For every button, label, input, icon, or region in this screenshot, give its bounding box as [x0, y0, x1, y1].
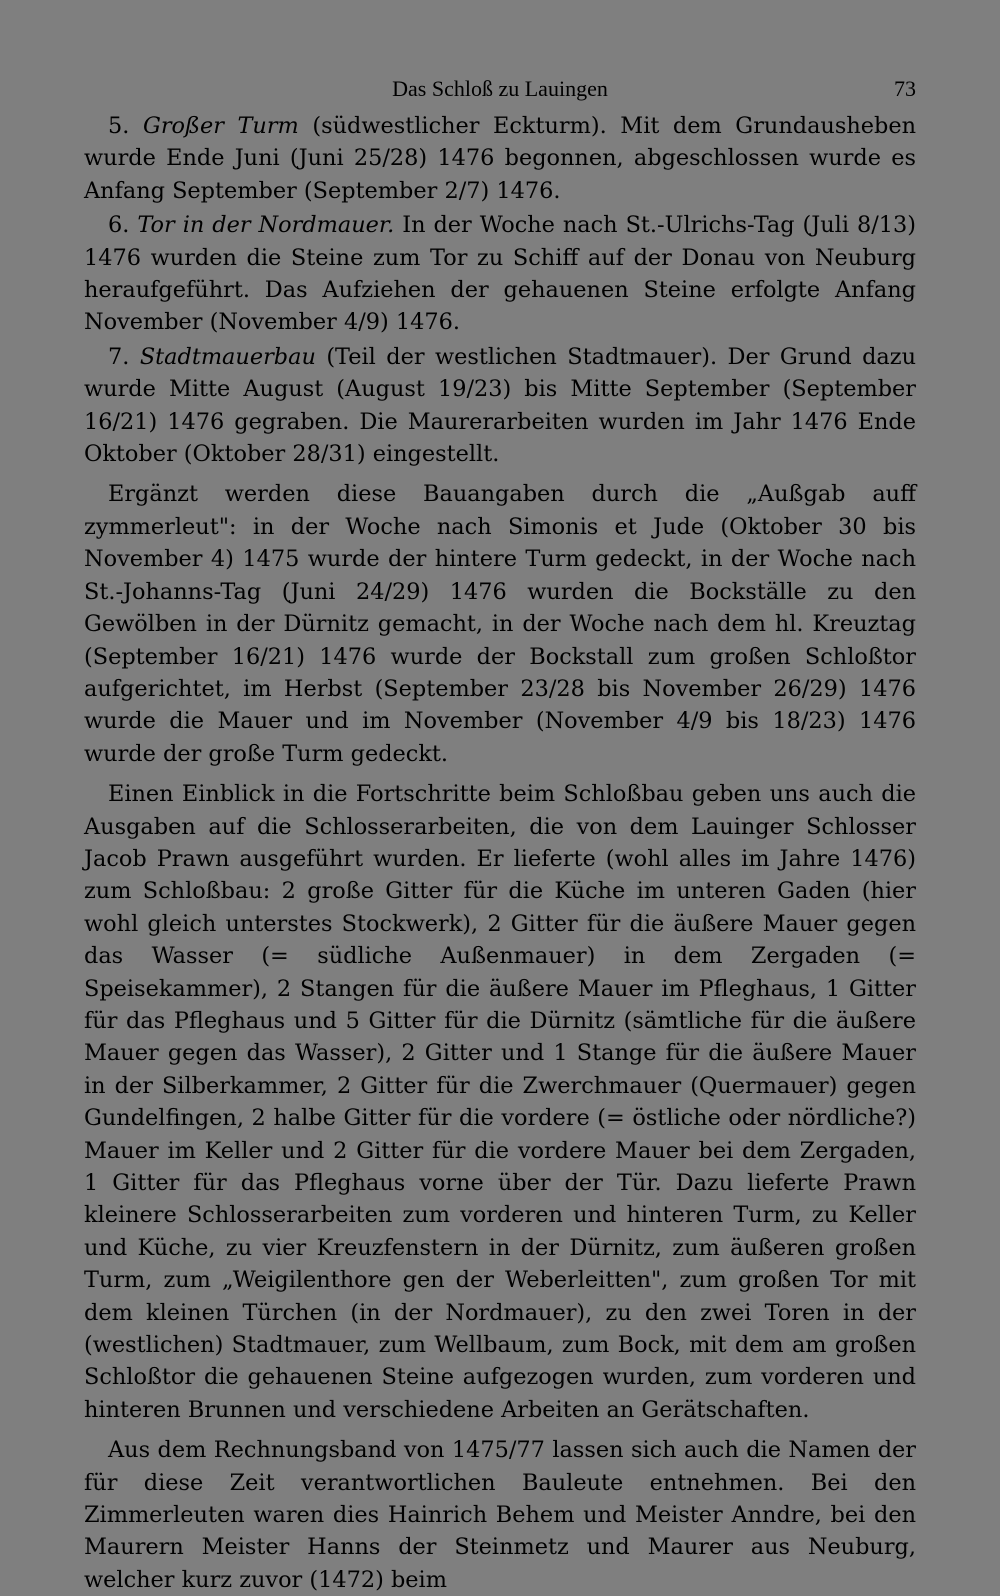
running-title: Das Schloß zu Lauingen — [392, 76, 608, 101]
list-item-6 — [84, 209, 916, 339]
item-title: Stadtmauerbau — [139, 343, 316, 370]
body-text — [84, 110, 916, 1596]
paragraph: Ergänzt werden diese Bauangaben durch die „Außgab auff zymmerleut": in der Woche nach Simonis et Jude (Oktober 30 bis November 4) 1475 wurde der hintere Turm gedeckt, in der Woche nach St.-Johanns-Tag (Juni 24/29) 1476 wurden die Bockställe zu den Gewölben in der Dürnitz gemacht, in der Woche nach dem hl. Kreuztag (September 16/21) 1476 wurde der Bockstall zum großen Schloßtor aufgerichtet, im Herbst (September 23/28 bis November 26/29) 1476 wurde die Mauer und im November (November 4/9 bis 18/23) 1476 wurde der große Turm gedeckt. — [84, 481, 916, 767]
item-number: 6. — [108, 212, 130, 239]
list-item-7 — [84, 341, 916, 471]
paragraph: Einen Einblick in die Fortschritte beim Schloßbau geben uns auch die Ausgaben auf die Schlosserarbeiten, die von dem Lauinger Schlosser Jacob Prawn ausgeführt wurden. Er lieferte (wohl alles im Jahre 1476) zum Schloßbau: 2 große Gitter für die Küche im unteren Gaden (hier wohl gleich unterstes Stockwerk), 2 Gitter für die äußere Mauer gegen das Wasser (= südliche Außenmauer) in dem Zergaden (= Speisekammer), 2 Stangen für die äußere Mauer im Pfleghaus, 1 Gitter für das Pfleghaus und 5 Gitter für die Dürnitz (sämtliche für die äußere Mauer gegen das Wasser), 2 Gitter und 1 Stange für die äußere Mauer in der Silberkammer, 2 Gitter für die Zwerchmauer (Quermauer) gegen Gundelfingen, 2 halbe Gitter für die vordere (= östliche oder nördliche?) Mauer im Keller und 2 Gitter für die vordere Mauer bei dem Zergaden, 1 Gitter für das Pfleghaus vorne über der Tür. Dazu lieferte Prawn kleinere Schlosserarbeiten zum vorderen und hinteren Turm, zu Keller und Küche, zu vier Kreuzfenstern in der Dürnitz, zum äußeren großen Turm, zum „Weigilenthore gen der Weberleitten", zum großen Tor mit dem kleinen Türchen (in der Nordmauer), zu den zwei Toren in der (westlichen) Stadtmauer, zum Wellbaum, zum Bock, mit dem am großen Schloßtor die gehauenen Steine aufgezogen wurden, zum vorderen und hinteren Brunnen und verschiedene Arbeiten an Gerätschaften. — [84, 781, 916, 1423]
book-page — [84, 72, 916, 1596]
item-text: In der Woche nach St.-Ulrichs-Tag (Juli 8/13) 1476 wurden die Steine zum Tor zu Schiff auf der Donau von Neuburg heraufgeführt. Das Aufziehen der gehauenen Steine erfolgte Anfang November (November 4/9) 1476. — [84, 212, 916, 336]
item-number: 7. — [108, 343, 130, 370]
item-number: 5. — [108, 113, 130, 139]
item-text: (Teil der westlichen Stadtmauer). Der Grund dazu wurde Mitte August (August 19/23) bis Mitte September (September 16/21) 1476 gegraben. Die Maurerarbeiten wurden im Jahr 1476 Ende Oktober (Oktober 28/31) eingestellt. — [84, 343, 916, 468]
page-number: 73 — [894, 76, 916, 101]
item-text: (südwestlicher Eckturm). Mit dem Grundausheben wurde Ende Juni (Juni 25/28) 1476 begonnen, abgeschlossen wurde es Anfang September (September 2/7) 1476. — [84, 113, 917, 204]
item-title: Großer Turm — [142, 113, 299, 139]
list-item-5 — [84, 110, 916, 207]
running-head — [84, 72, 916, 110]
paragraph: Aus dem Rechnungsband von 1475/77 lassen sich auch die Namen der für diese Zeit verantwortlichen Bauleute entnehmen. Bei den Zimmerleuten waren dies Hainrich Behem und Meister Anndre, bei den Maurern Meister Hanns der Steinmetz und Maurer aus Neuburg, welcher kurz zuvor (1472) beim — [84, 1437, 916, 1593]
item-title: Tor in der Nordmauer. — [137, 212, 395, 239]
